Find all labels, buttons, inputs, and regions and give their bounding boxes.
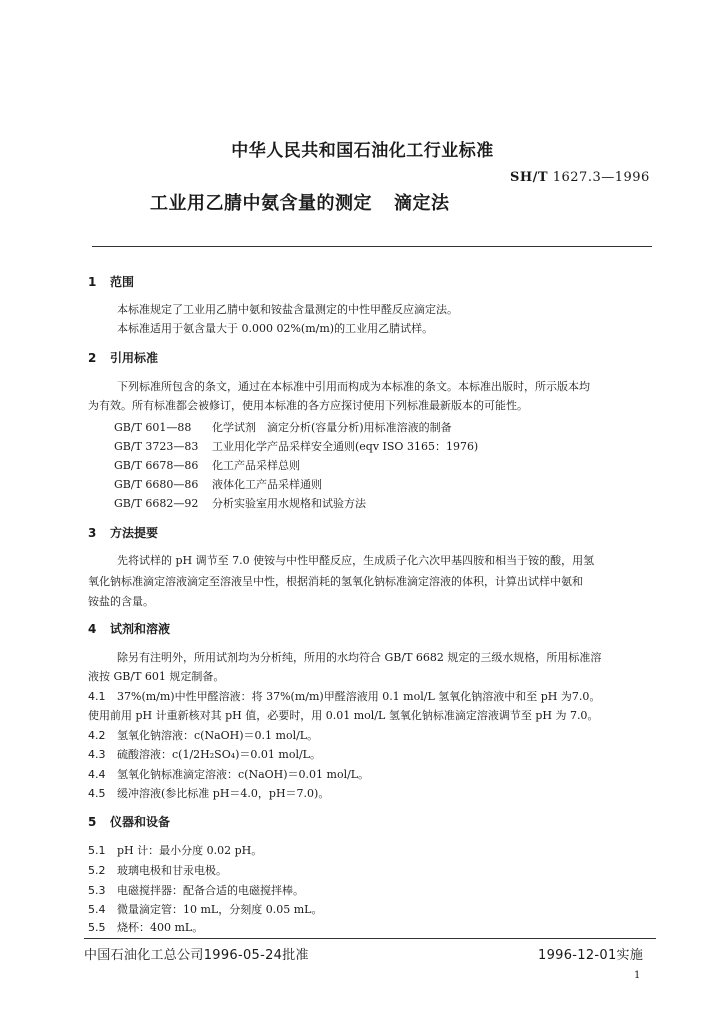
implementation-date: 1996-12-01实施 [538,948,644,963]
title-main: 工业用乙腈中氨含量的测定 [150,193,372,214]
reference-item: GB/T 601—88 化学试剂 滴定分析(容量分析)用标准溶液的制备 [114,421,452,434]
section-heading-5: 5 仪器和设备 [88,815,171,829]
standard-code: SH/T [510,170,549,185]
reference-item: GB/T 3723—83 工业用化学产品采样安全通则(eqv ISO 3165：1976) [114,440,479,453]
section-heading-4: 4 试剂和溶液 [88,622,171,636]
footer-divider [84,938,656,939]
clause-item: 5.4 微量滴定管：10 mL，分刻度 0.05 mL。 [88,903,323,916]
paragraph-line: 为有效。所有标准都会被修订，使用本标准的各方应探讨使用下列标准最新版本的可能性。 [88,399,528,412]
clause-item: 5.1 pH 计：最小分度 0.02 pH。 [88,844,263,857]
standard-year: 1627.3—1996 [552,170,650,185]
document-title [150,189,450,215]
section-heading-1: 1 范围 [88,275,135,289]
paragraph-line: 铵盐的含量。 [88,595,154,608]
reference-item: GB/T 6680—86 液体化工产品采样通则 [114,478,322,491]
clause-item: 4.5 缓冲溶液(参比标准 pH＝4.0，pH＝7.0)。 [88,787,330,800]
section-heading-3: 3 方法提要 [88,526,159,540]
clause-item: 4.4 氢氧化钠标准滴定溶液：c(NaOH)＝0.01 mol/L。 [88,768,370,781]
page-number: 1 [634,970,641,981]
approval-date: 中国石油化工总公司1996-05-24批准 [84,948,309,963]
section-heading-2: 2 引用标准 [88,351,159,365]
issuing-organization: 中华人民共和国石油化工行业标准 [231,141,494,161]
standard-number [510,170,650,185]
paragraph-line: 下列标准所包含的条文，通过在本标准中引用而构成为本标准的条文。本标准出版时，所示版本均 [117,380,590,393]
paragraph-line: 液按 GB/T 601 规定制备。 [88,670,225,683]
reference-item: GB/T 6678—86 化工产品采样总则 [114,459,300,472]
paragraph-line: 除另有注明外，所用试剂均为分析纯，所用的水均符合 GB/T 6682 规定的三级水规格，所用标准溶 [117,651,602,664]
paragraph-line: 氧化钠标准滴定溶液滴定至溶液呈中性，根据消耗的氢氧化钠标准滴定溶液的体积，计算出试样中氨和 [88,575,583,588]
clause-item: 5.5 烧杯：400 mL。 [88,921,204,934]
paragraph-line: 本标准适用于氨含量大于 0.000 02%(m/m)的工业用乙腈试样。 [117,322,434,335]
clause-item: 4.2 氢氧化钠溶液：c(NaOH)＝0.1 mol/L。 [88,729,319,742]
clause-item-continuation: 使用前用 pH 计重新核对其 pH 值，必要时，用 0.01 mol/L 氢氧化钠标准滴定溶液调节至 pH 为 7.0。 [88,709,599,722]
title-sub: 滴定法 [394,193,450,214]
reference-item: GB/T 6682—92 分析实验室用水规格和试验方法 [114,497,366,510]
title-divider [92,246,652,247]
clause-item: 4.1 37%(m/m)中性甲醛溶液：将 37%(m/m)甲醛溶液用 0.1 mol/L 氢氧化钠溶液中和至 pH 为7.0。 [88,690,601,703]
clause-item: 5.2 玻璃电极和甘汞电极。 [88,864,227,877]
paragraph-line: 本标准规定了工业用乙腈中氨和铵盐含量测定的中性甲醛反应滴定法。 [117,303,458,316]
paragraph-line: 先将试样的 pH 调节至 7.0 使铵与中性甲醛反应，生成质子化六次甲基四胺和相当于铵的酸，用氢 [117,554,595,567]
clause-item: 4.3 硫酸溶液：c(1/2H₂SO₄)＝0.01 mol/L。 [88,748,321,761]
clause-item: 5.3 电磁搅拌器：配备合适的电磁搅拌棒。 [88,884,304,897]
